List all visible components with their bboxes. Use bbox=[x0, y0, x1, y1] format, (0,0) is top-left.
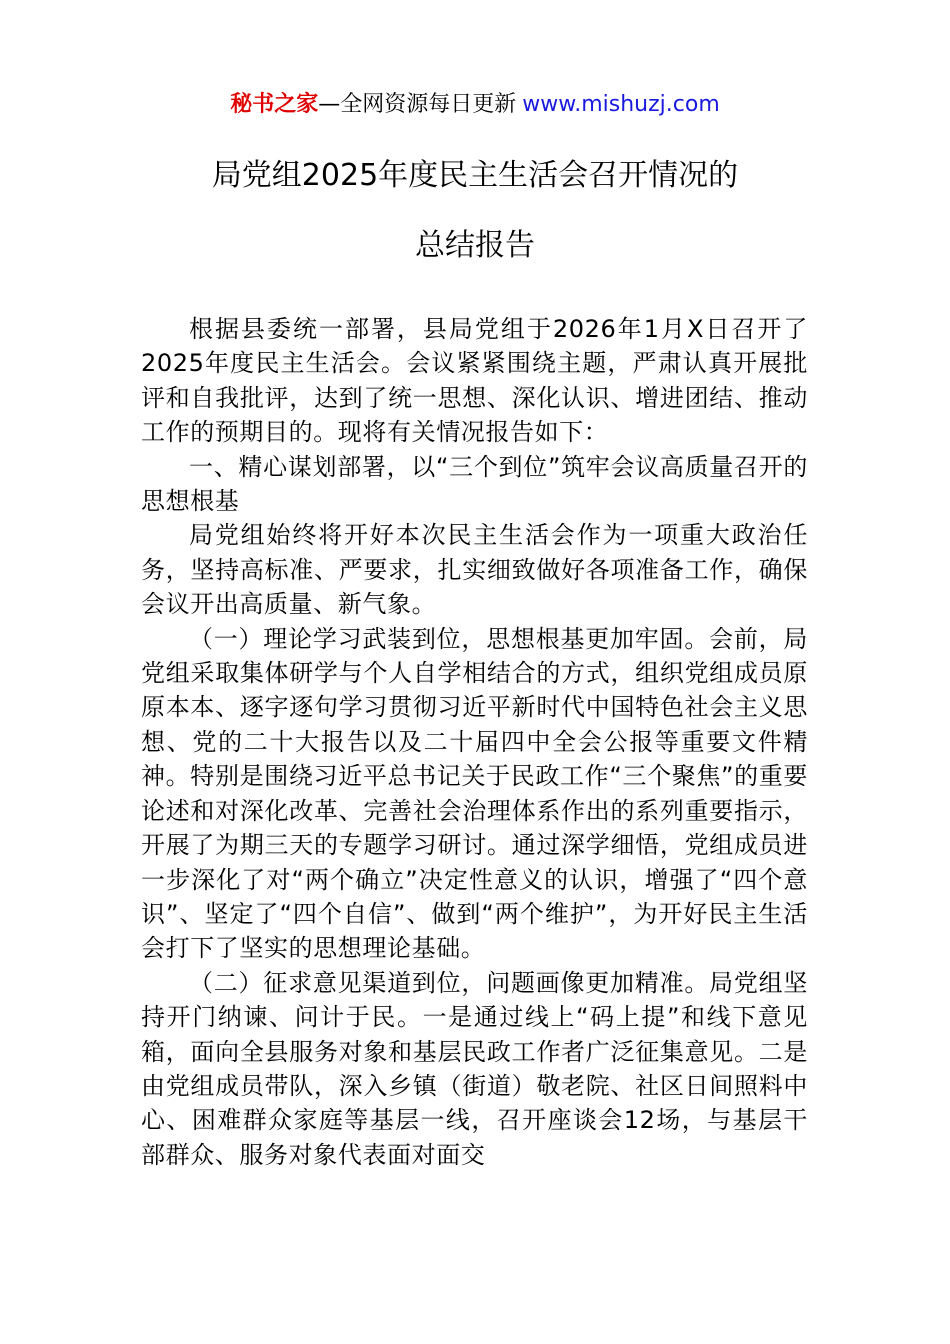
site-url-link[interactable]: www.mishuzj.com bbox=[522, 92, 720, 117]
paragraph-theory-study: （一）理论学习武装到位，思想根基更加牢固。会前，局党组采取集体研学与个人自学相结合的方式，组织党组成员原原本本、逐字逐句学习贯彻习近平新时代中国特色社会主义思想、党的二十大报告以及二十届四中全会公报等重要文件精神。特别是围绕习近平总书记关于民政工作“三个聚焦”的重要论述和对深化改革、完善社会治理体系作出的系列重要指示，开展了为期三天的专题学习研讨。通过深学细悟，党组成员进一步深化了对“两个确立”决定性意义的认识，增强了“四个意识”、坚定了“四个自信”、做到“两个维护”，为开好民主生活会打下了坚实的思想理论基础。 bbox=[141, 624, 808, 963]
document-body bbox=[141, 312, 808, 1172]
site-tagline: 全网资源每日更新 bbox=[340, 92, 517, 117]
document-title-line-2: 总结报告 bbox=[415, 228, 535, 263]
banner-dash: — bbox=[318, 92, 341, 117]
paragraph-section-1-intro: 局党组始终将开好本次民主生活会作为一项重大政治任务，坚持高标准、严要求，扎实细致做好各项准备工作，确保会议开出高质量、新气象。 bbox=[141, 521, 808, 619]
document-title-line-1: 局党组2025年度民主生活会召开情况的 bbox=[211, 158, 739, 193]
section-heading-1: 一、精心谋划部署，以“三个到位”筑牢会议高质量召开的思想根基 bbox=[141, 452, 808, 516]
paragraph-intro: 根据县委统一部署，县局党组于2026年1月X日召开了2025年度民主生活会。会议紧紧围绕主题，严肃认真开展批评和自我批评，达到了统一思想、深化认识、增进团结、推动工作的预期目的。现将有关情况报告如下： bbox=[141, 315, 808, 447]
site-banner bbox=[0, 88, 950, 122]
paragraph-opinion-collection: （二）征求意见渠道到位，问题画像更加精准。局党组坚持开门纳谏、问计于民。一是通过线上“码上提”和线下意见箱，面向全县服务对象和基层民政工作者广泛征集意见。二是由党组成员带队，深入乡镇（街道）敬老院、社区日间照料中心、困难群众家庭等基层一线，召开座谈会12场，与基层干部群众、服务对象代表面对面交 bbox=[141, 968, 808, 1169]
site-brand: 秘书之家 bbox=[230, 92, 319, 117]
